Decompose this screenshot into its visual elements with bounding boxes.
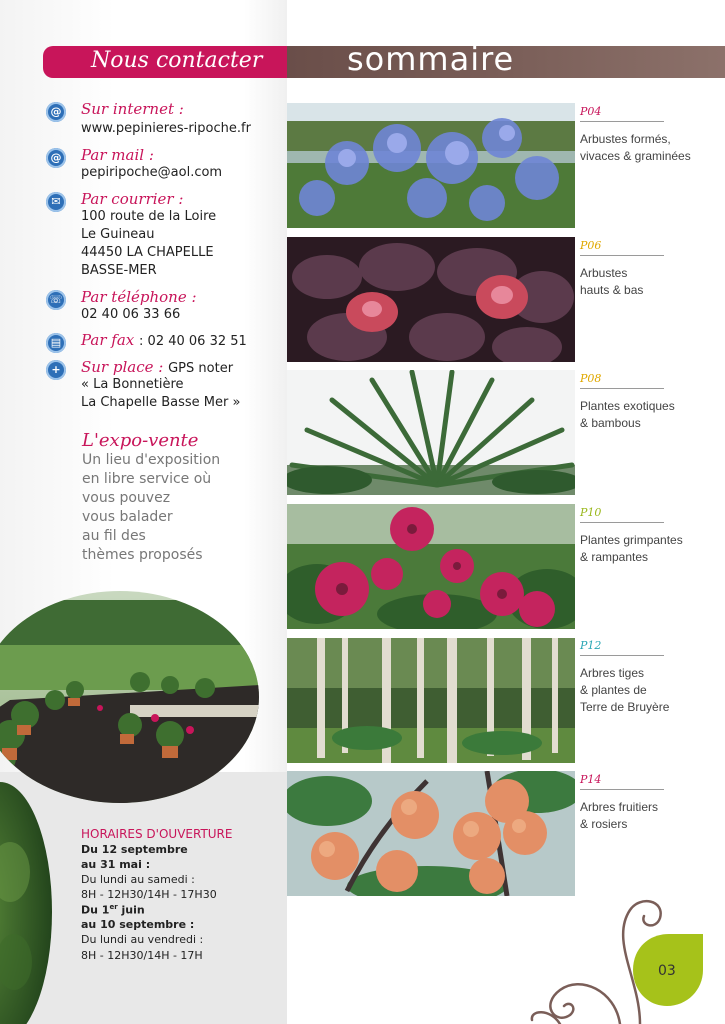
sommaire-caption: & rosiers — [580, 817, 628, 831]
fax-number: : 02 40 06 32 51 — [139, 334, 247, 349]
thumbnail-palm — [287, 370, 575, 495]
sommaire-caption: Terre de Bruyère — [580, 700, 670, 714]
sommaire-divider — [580, 255, 664, 256]
contact-place-label: Sur place : — [81, 358, 164, 376]
sommaire-divider — [580, 655, 664, 656]
hours-times: 8H - 12H30/14H - 17H30 — [81, 888, 217, 901]
sommaire-page-number: P06 — [580, 239, 602, 252]
contact-mail-label: Par mail : — [81, 146, 154, 164]
sommaire-caption: vivaces & graminées — [580, 149, 691, 163]
contact-banner — [43, 46, 287, 78]
address-line: 100 route de la Loire — [81, 209, 217, 224]
hours-period — [81, 903, 145, 917]
email-link[interactable]: pepiripoche@aol.com — [81, 165, 223, 180]
hours-times: 8H - 12H30/14H - 17H — [81, 949, 203, 962]
hedge-photo — [0, 772, 56, 1024]
phone-number[interactable]: 02 40 06 33 66 — [81, 307, 181, 322]
sommaire-caption: & rampantes — [580, 550, 649, 564]
sommaire-divider — [580, 388, 664, 389]
hours-period: au 10 septembre : — [81, 918, 195, 931]
thumbnail-cotinus — [287, 237, 575, 362]
sommaire-page-number: P04 — [580, 105, 602, 118]
hours-days: Du lundi au vendredi : — [81, 933, 204, 946]
sommaire-divider — [580, 121, 664, 122]
expo-title: L'expo-vente — [82, 430, 199, 451]
gps-note: GPS noter — [168, 361, 234, 376]
expo-line: en libre service où — [82, 471, 212, 487]
address-line: Le Guineau — [81, 227, 155, 242]
hours-days: Du lundi au samedi : — [81, 873, 195, 886]
expo-line: vous balader — [82, 509, 173, 525]
page-number: 03 — [658, 963, 676, 979]
thumbnail-peaches — [287, 771, 575, 896]
hours-title: HORAIRES D'OUVERTURE — [81, 827, 233, 841]
sommaire-caption: Arbustes formés, — [580, 132, 671, 146]
contact-courrier-label: Par courrier : — [81, 190, 184, 208]
thumbnail-clematis — [287, 504, 575, 629]
sommaire-caption: Arbustes — [580, 266, 628, 280]
sommaire-banner — [287, 40, 725, 78]
hours-period-end: juin — [117, 903, 145, 917]
place-line: « La Bonnetière — [81, 377, 184, 392]
sommaire-page-number: P14 — [580, 773, 602, 786]
sommaire-caption: Plantes grimpantes — [580, 533, 683, 547]
expo-line: thèmes proposés — [82, 547, 203, 563]
hours-period: Du 12 septembre — [81, 843, 188, 856]
sommaire-page-number: P10 — [580, 506, 602, 519]
thumbnail-birches — [287, 638, 575, 763]
sommaire-caption: & plantes de — [580, 683, 647, 697]
sommaire-divider — [580, 789, 664, 790]
address-line: 44450 LA CHAPELLE — [81, 245, 214, 260]
website-link[interactable]: www.pepinieres-ripoche.fr — [81, 121, 251, 136]
contact-place-row — [81, 358, 233, 376]
hours-period-start: Du 1 — [81, 903, 110, 917]
sommaire-caption: Plantes exotiques — [580, 399, 675, 413]
address-line: BASSE-MER — [81, 263, 157, 278]
contact-fax-row — [81, 331, 247, 349]
place-line: La Chapelle Basse Mer » — [81, 395, 241, 410]
contact-title: Nous contacter — [91, 48, 263, 73]
sommaire-caption: & bambous — [580, 416, 641, 430]
hours-period-sup: er — [109, 903, 118, 911]
thumbnail-agapanthus — [287, 103, 575, 228]
envelope-icon: ✉ — [46, 192, 66, 212]
expo-line: au fil des — [82, 528, 146, 544]
sommaire-page-number: P12 — [580, 639, 602, 652]
expo-line: Un lieu d'exposition — [82, 452, 221, 468]
hours-period: au 31 mai : — [81, 858, 151, 871]
expo-line: vous pouvez — [82, 490, 171, 506]
at-icon: @ — [46, 102, 66, 122]
fax-icon: ▤ — [46, 333, 66, 353]
nursery-photo — [0, 590, 260, 805]
contact-fax-label: Par fax — [81, 331, 135, 349]
phone-icon: ☏ — [46, 290, 66, 310]
sommaire-page-number: P08 — [580, 372, 602, 385]
contact-internet-label: Sur internet : — [81, 100, 184, 118]
sommaire-title: sommaire — [347, 40, 515, 78]
plus-icon: + — [46, 360, 66, 380]
contact-telephone-label: Par téléphone : — [81, 288, 197, 306]
sommaire-caption: Arbres tiges — [580, 666, 645, 680]
at-icon: @ — [46, 148, 66, 168]
sommaire-divider — [580, 522, 664, 523]
sommaire-caption: Arbres fruitiers — [580, 800, 659, 814]
sommaire-caption: hauts & bas — [580, 283, 644, 297]
